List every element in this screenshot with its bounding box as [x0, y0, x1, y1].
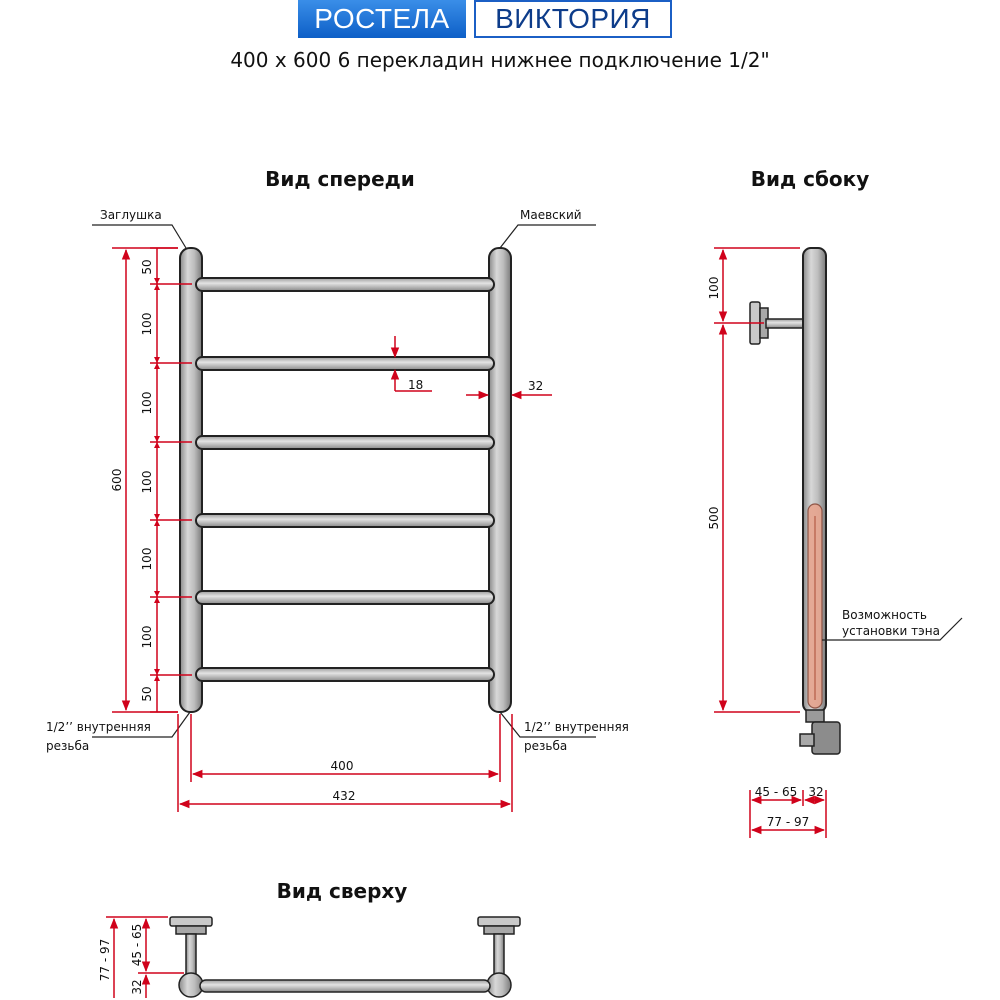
rung-3: [196, 436, 494, 449]
cap-label: Заглушка: [100, 208, 162, 222]
rungs: [196, 278, 494, 681]
rung-6: [196, 668, 494, 681]
rung-5: [196, 591, 494, 604]
dim-spacing-3: 100: [140, 391, 154, 415]
dim-spacing-6: 100: [140, 625, 154, 649]
dim-top-total-label: 77 - 97: [98, 938, 112, 982]
dim-rung-label: 18: [408, 378, 424, 392]
thread-label-left-1: 1/2’’ внутренняя: [46, 720, 151, 734]
top-rung: [200, 980, 490, 992]
heater-label-1: Возможность: [842, 608, 928, 622]
dim-top-post-label: 32: [130, 979, 144, 995]
valve-leader: [500, 225, 596, 248]
dim-post-label: 32: [528, 379, 544, 393]
dim-spacing-4: 100: [140, 470, 154, 494]
model-name: ВИКТОРИЯ: [474, 0, 672, 38]
dim-total-height-label: 600: [110, 468, 124, 492]
dim-side-total-label: 77 - 97: [766, 815, 810, 829]
dim-width-outer-label: 432: [332, 789, 356, 803]
thread-label-right-1: 1/2’’ внутренняя: [524, 720, 629, 734]
thread-label-right-2: резьба: [524, 739, 568, 753]
rung-4: [196, 514, 494, 527]
left-post: [180, 248, 202, 712]
dim-spacing-5: 100: [140, 547, 154, 571]
dim-top-depth-label: 45 - 65: [130, 923, 144, 967]
dim-spacing-1: 50: [140, 259, 154, 275]
cap-leader: [92, 225, 186, 248]
dim-spacing-7: 50: [140, 686, 154, 702]
top-view-title: Вид сверху: [276, 879, 408, 903]
rung-2: [196, 357, 494, 370]
dim-side-post-label: 32: [808, 785, 824, 799]
valve-label: Маевский: [520, 208, 582, 222]
dim-side-main-label: 500: [707, 506, 721, 530]
brand-logo: РОСТЕЛА: [298, 0, 466, 38]
heater-label-2: установки тэна: [842, 624, 940, 638]
side-view-title: Вид сбоку: [750, 167, 870, 191]
dim-width-inner-label: 400: [330, 759, 354, 773]
right-post: [489, 248, 511, 712]
thread-label-left-2: резьба: [46, 739, 90, 753]
rung-1: [196, 278, 494, 291]
dim-spacing-2: 100: [140, 312, 154, 336]
dim-top-vertical: [106, 917, 184, 998]
dim-side-top-label: 100: [707, 276, 721, 300]
dim-side-depth-label: 45 - 65: [754, 785, 798, 799]
front-view-title: Вид спереди: [265, 167, 415, 191]
bottom-connector: [800, 710, 840, 754]
product-subtitle: 400 x 600 6 перекладин нижнее подключение 1/2": [230, 48, 770, 72]
